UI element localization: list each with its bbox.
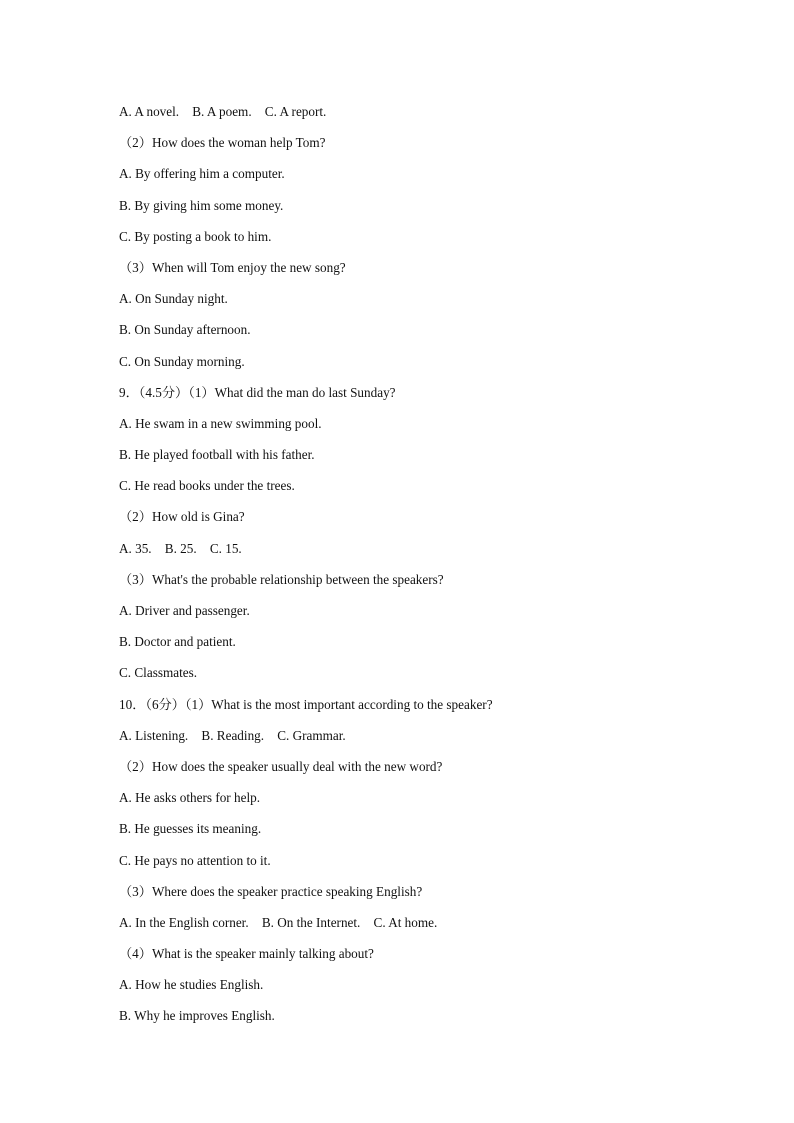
option-q10-4-a: A. How he studies English. bbox=[119, 977, 264, 993]
option-q9-1-a: A. He swam in a new swimming pool. bbox=[119, 415, 322, 431]
options-q9-2: A. 35. B. 25. C. 15. bbox=[119, 540, 242, 556]
option-q10-2-a: A. He asks others for help. bbox=[119, 790, 260, 806]
option-q8-3-c: C. On Sunday morning. bbox=[119, 353, 245, 369]
option-q8-2-c: C. By posting a book to him. bbox=[119, 228, 272, 244]
options-q10-1: A. Listening. B. Reading. C. Grammar. bbox=[119, 727, 346, 743]
question-q8-2: （2）How does the woman help Tom? bbox=[119, 135, 326, 151]
option-q8-2-b: B. By giving him some money. bbox=[119, 197, 284, 213]
options-q10-3: A. In the English corner. B. On the Internet. C. At home. bbox=[119, 914, 438, 930]
question-q10-1: 10．（6分）（1）What is the most important according to the speaker? bbox=[119, 696, 493, 712]
option-q10-2-b: B. He guesses its meaning. bbox=[119, 821, 262, 837]
question-q10-4: （4）What is the speaker mainly talking about? bbox=[119, 946, 374, 962]
question-q9-3: （3）What's the probable relationship between the speakers? bbox=[119, 571, 444, 587]
question-q9-2: （2）How old is Gina? bbox=[119, 509, 245, 525]
exam-text-block bbox=[119, 101, 719, 1037]
option-q9-3-b: B. Doctor and patient. bbox=[119, 634, 236, 650]
question-q10-3: （3）Where does the speaker practice speaking English? bbox=[119, 883, 423, 899]
option-q9-3-a: A. Driver and passenger. bbox=[119, 603, 250, 618]
option-q9-3-c: C. Classmates. bbox=[119, 665, 198, 681]
question-q10-2: （2）How does the speaker usually deal with the new word? bbox=[119, 758, 443, 774]
options-q8-1: A. A novel. B. A poem. C. A report. bbox=[119, 104, 327, 119]
option-q10-2-c: C. He pays no attention to it. bbox=[119, 852, 271, 868]
option-q8-3-b: B. On Sunday afternoon. bbox=[119, 322, 251, 338]
option-q9-1-c: C. He read books under the trees. bbox=[119, 478, 295, 494]
option-q10-4-b: B. Why he improves English. bbox=[119, 1008, 275, 1024]
option-q8-2-a: A. By offering him a computer. bbox=[119, 166, 285, 182]
question-q8-3: （3）When will Tom enjoy the new song? bbox=[119, 259, 346, 275]
question-q9-1: 9．（4.5分）（1）What did the man do last Sunday? bbox=[119, 384, 396, 400]
option-q8-3-a: A. On Sunday night. bbox=[119, 291, 228, 307]
option-q9-1-b: B. He played football with his father. bbox=[119, 447, 315, 463]
